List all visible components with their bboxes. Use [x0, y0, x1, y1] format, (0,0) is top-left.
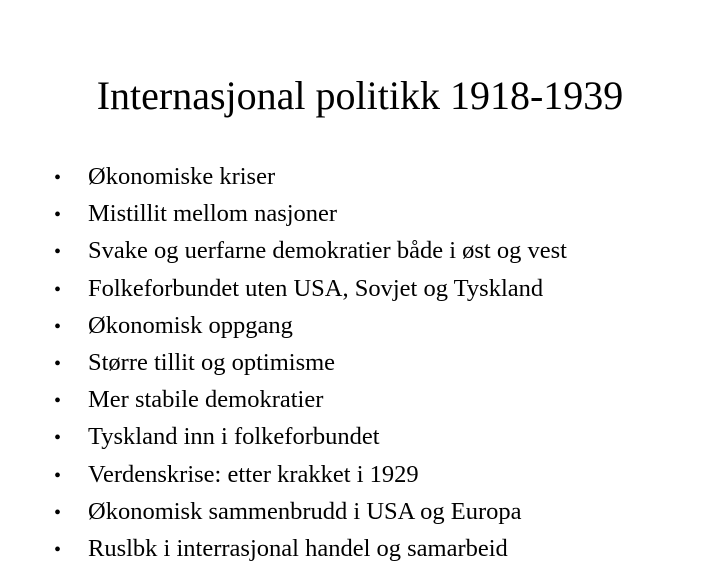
- bullet-text: Større tillit og optimisme: [88, 348, 336, 376]
- bullet-list: [54, 158, 567, 567]
- bullet-marker: •: [54, 538, 62, 561]
- bullet-marker: •: [54, 204, 62, 227]
- bullet-marker: •: [54, 241, 62, 264]
- bullet-text: Tyskland inn i folkeforbundet: [88, 423, 380, 451]
- bullet-marker: •: [54, 315, 62, 338]
- bullet-marker: •: [54, 352, 62, 375]
- bullet-text: Folkeforbundet uten USA, Sovjet og Tyskland: [88, 274, 544, 302]
- bullet-marker: •: [54, 427, 62, 450]
- bullet-text: Verdenskrise: etter krakket i 1929: [88, 460, 419, 488]
- list-item: [54, 195, 567, 232]
- bullet-text: Økonomiske kriser: [88, 163, 276, 190]
- bullet-text: Svake og uerfarne demokratier både i øst og vest: [88, 237, 567, 265]
- list-item: [54, 456, 567, 493]
- list-item: [54, 530, 567, 567]
- bullet-marker: •: [54, 278, 62, 301]
- slide-title: Internasjonal politikk 1918-1939: [96, 73, 624, 118]
- bullet-text: Mistillit mellom nasjoner: [88, 200, 338, 228]
- list-item: [54, 307, 567, 344]
- list-item: [54, 381, 567, 418]
- list-item: [54, 158, 567, 195]
- bullet-text: Mer stabile demokratier: [88, 386, 324, 414]
- bullet-text: Ruslbk i interrasjonal handel og samarbeid: [88, 534, 508, 562]
- bullet-marker: •: [54, 390, 62, 413]
- list-item: [54, 418, 567, 455]
- bullet-marker: •: [54, 167, 62, 189]
- bullet-marker: •: [54, 464, 62, 487]
- list-item: [54, 270, 567, 307]
- bullet-text: Økonomisk oppgang: [88, 311, 293, 339]
- bullet-text: Økonomisk sammenbrudd i USA og Europa: [88, 497, 522, 525]
- bullet-marker: •: [54, 501, 62, 524]
- list-item: [54, 493, 567, 530]
- list-item: [54, 344, 567, 381]
- list-item: [54, 232, 567, 269]
